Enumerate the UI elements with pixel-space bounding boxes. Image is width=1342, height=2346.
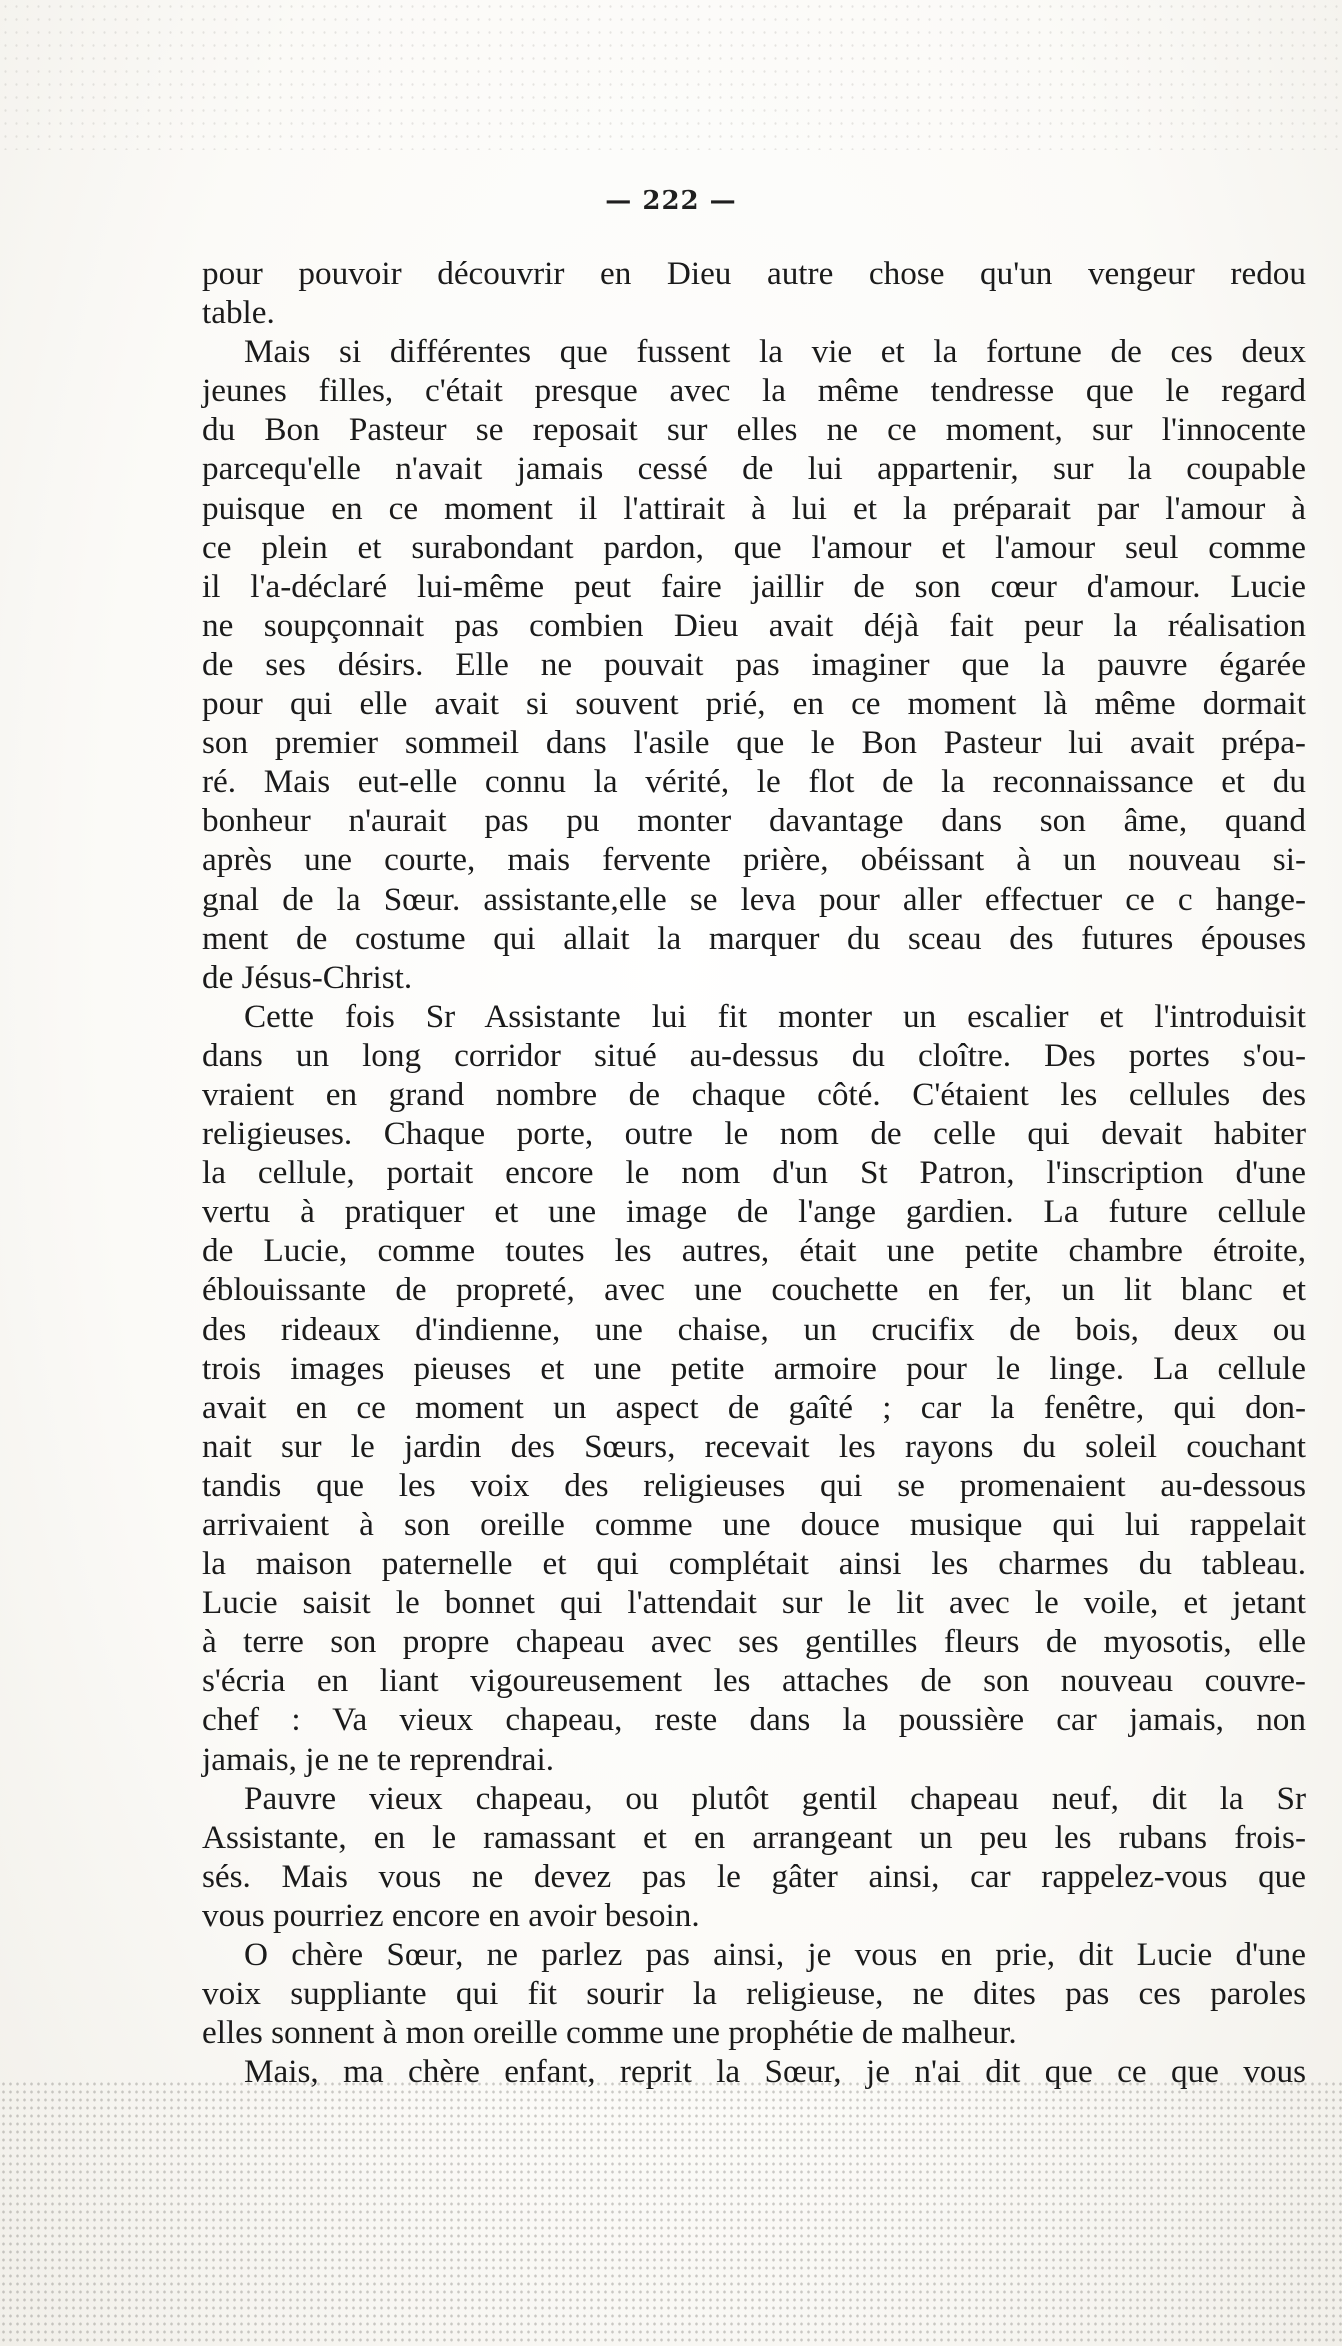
text-line: vertu à pratiquer et une image de l'ange gardien. La future cellule <box>202 1193 1306 1231</box>
text-line: trois images pieuses et une petite armoire pour le linge. La cellule <box>202 1349 1306 1387</box>
text-line: arrivaient à son oreille comme une douce musique qui lui rappelait <box>202 1506 1306 1543</box>
text-line: ré. Mais eut-elle connu la vérité, le flot de la reconnaissance et du <box>202 763 1306 801</box>
scan-noise-bottom <box>0 2080 1342 2346</box>
text-line: dans un long corridor situé au-dessus du cloître. Des portes s'ou- <box>202 1036 1306 1074</box>
text-line: avait en ce moment un aspect de gaîté ; car la fenêtre, qui don- <box>202 1388 1306 1426</box>
text-line: son premier sommeil dans l'asile que le Bon Pasteur lui avait prépa- <box>202 724 1306 762</box>
text-line: Pauvre vieux chapeau, ou plutôt gentil chapeau neuf, dit la Sr <box>244 1779 1306 1817</box>
text-line: la maison paternelle et qui complétait ainsi les charmes du tableau. <box>202 1545 1306 1583</box>
text-line: ne soupçonnait pas combien Dieu avait déjà fait peur la réalisation <box>202 606 1306 644</box>
text-line: jeunes filles, c'était presque avec la même tendresse que le regard <box>202 372 1306 410</box>
text-line: ment de costume qui allait la marquer du sceau des futures épouses <box>202 919 1306 957</box>
text-line: s'écria en liant vigoureusement les attaches de son nouveau couvre- <box>202 1662 1306 1700</box>
text-line: il l'a-déclaré lui-même peut faire jaillir de son cœur d'amour. Lucie <box>202 567 1306 605</box>
text-line: tandis que les voix des religieuses qui se promenaient au-dessous <box>202 1466 1306 1504</box>
text-line: pour qui elle avait si souvent prié, en ce moment là même dormait <box>202 685 1306 723</box>
text-line: de ses désirs. Elle ne pouvait pas imaginer que la pauvre égarée <box>202 645 1306 683</box>
text-line: Assistante, en le ramassant et en arrangeant un peu les rubans frois- <box>202 1818 1306 1856</box>
text-line: bonheur n'aurait pas pu monter davantage dans son âme, quand <box>202 802 1306 840</box>
scan-noise-top <box>0 0 1342 150</box>
text-line: Cette fois Sr Assistante lui fit monter un escalier et l'introduisit <box>244 997 1306 1035</box>
text-line: elles sonnent à mon oreille comme une prophétie de malheur. <box>202 2014 1017 2052</box>
text-line: jamais, je ne te reprendrai. <box>202 1740 554 1778</box>
text-line: gnal de la Sœur. assistante,elle se leva pour aller effectuer ce c hange- <box>202 880 1306 918</box>
text-line: sés. Mais vous ne devez pas le gâter ainsi, car rappelez-vous que <box>202 1857 1306 1895</box>
text-line: parcequ'elle n'avait jamais cessé de lui appartenir, sur la coupable <box>202 450 1306 488</box>
text-line: pour pouvoir découvrir en Dieu autre chose qu'un vengeur redou <box>202 255 1306 292</box>
page-number: — 222 — <box>605 186 737 216</box>
text-line: de Lucie, comme toutes les autres, était une petite chambre étroite, <box>202 1232 1306 1270</box>
text-line: chef : Va vieux chapeau, reste dans la poussière car jamais, non <box>202 1701 1306 1739</box>
text-line: éblouissante de propreté, avec une couchette en fer, un lit blanc et <box>202 1271 1306 1309</box>
text-line: ce plein et surabondant pardon, que l'amour et l'amour seul comme <box>202 528 1306 566</box>
text-line: voix suppliante qui fit sourir la religieuse, ne dites pas ces paroles <box>202 1975 1306 2013</box>
text-line: du Bon Pasteur se reposait sur elles ne ce moment, sur l'innocente <box>202 411 1306 449</box>
text-line: après une courte, mais fervente prière, obéissant à un nouveau si- <box>202 841 1306 879</box>
text-line: à terre son propre chapeau avec ses gentilles fleurs de myosotis, elle <box>202 1623 1306 1661</box>
text-line: Lucie saisit le bonnet qui l'attendait sur le lit avec le voile, et jetant <box>202 1584 1306 1622</box>
text-line: O chère Sœur, ne parlez pas ainsi, je vous en prie, dit Lucie d'une <box>244 1936 1306 1974</box>
text-line: des rideaux d'indienne, une chaise, un crucifix de bois, deux ou <box>202 1310 1306 1348</box>
text-line: puisque en ce moment il l'attirait à lui et la préparait par l'amour à <box>202 489 1306 527</box>
text-line: table. <box>202 294 275 332</box>
text-line: vous pourriez encore en avoir besoin. <box>202 1896 700 1934</box>
text-line: Mais, ma chère enfant, reprit la Sœur, je n'ai dit que ce que vous <box>244 2053 1306 2091</box>
text-line: nait sur le jardin des Sœurs, recevait les rayons du soleil couchant <box>202 1427 1306 1465</box>
body-text <box>202 254 1306 2091</box>
text-line: de Jésus-Christ. <box>202 958 413 996</box>
text-line: vraient en grand nombre de chaque côté. C'étaient les cellules des <box>202 1075 1306 1113</box>
text-line: la cellule, portait encore le nom d'un St Patron, l'inscription d'une <box>202 1154 1306 1192</box>
text-line: Mais si différentes que fussent la vie et la fortune de ces deux <box>244 333 1306 371</box>
text-line: religieuses. Chaque porte, outre le nom de celle qui devait habiter <box>202 1115 1306 1153</box>
